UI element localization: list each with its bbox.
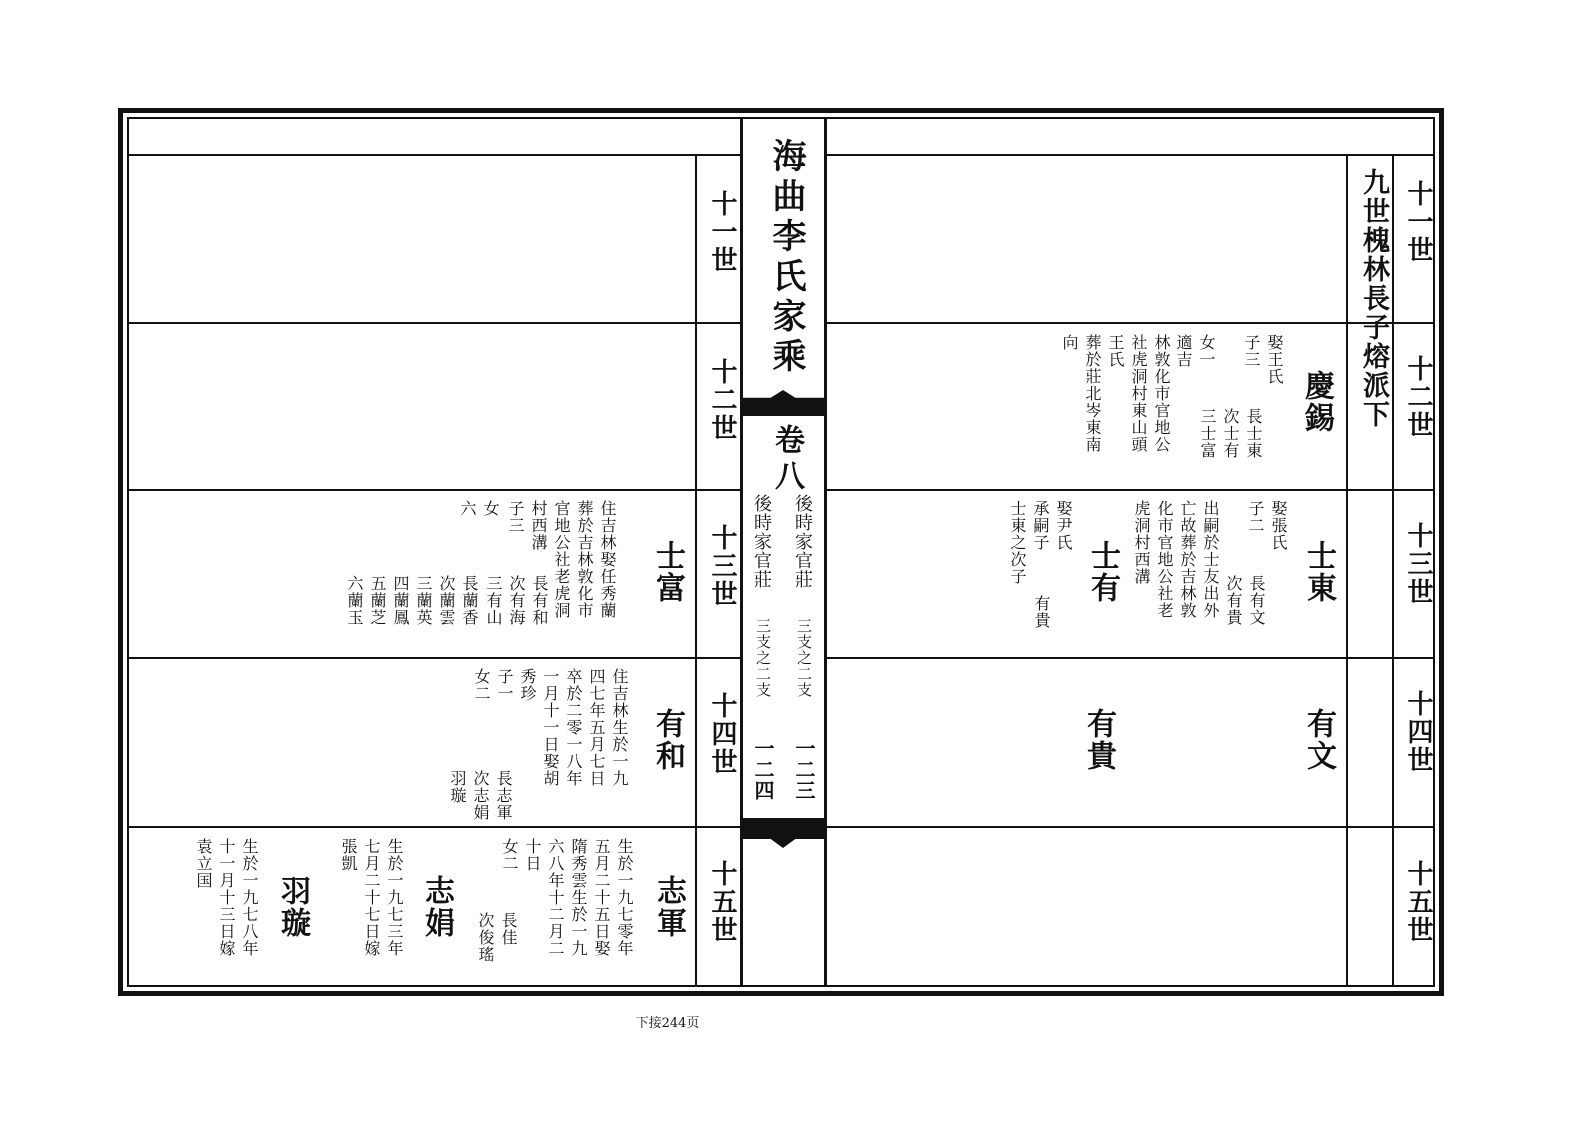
left-page-number: 一二四 xyxy=(751,738,775,801)
left-row-rule xyxy=(128,657,740,659)
person-bio-zhijuan: 生於一九七三年 七月二十七日嫁 張凱 xyxy=(339,838,404,957)
person-name-shiyou: 士有 xyxy=(1085,540,1120,604)
gen-label-15-left: 十五世 xyxy=(707,860,737,944)
children-list-zhijun: 長佳 次俊瑤 xyxy=(476,912,518,963)
person-bio-youhe: 住吉林生於一九 四七年五月七日 卒於二零一八年 一月十一日娶胡 秀珍 子一 女二 xyxy=(472,668,629,787)
left-page-place: 後時家官莊 xyxy=(751,494,772,589)
note-shidong: 出嗣於士友出外 亡故葬於吉林敦 化市官地公社老 虎洞村西溝 xyxy=(1132,500,1220,619)
book-title: 海曲李氏家乘 xyxy=(766,138,806,378)
gen-label-15-right: 十五世 xyxy=(1403,860,1433,944)
children-list-youhe: 長志軍 次志娟 羽璇 xyxy=(448,770,513,821)
right-row-rule xyxy=(826,657,1434,659)
gen-label-14-right: 十四世 xyxy=(1403,690,1433,774)
person-bio-shiyou: 娶尹氏 承嗣子 士東之次子 xyxy=(1008,500,1073,585)
gen-label-11-right: 十一世 xyxy=(1403,180,1433,264)
person-name-youwen: 有文 xyxy=(1301,708,1336,772)
person-name-qingxi: 慶錫 xyxy=(1299,370,1334,434)
daughters-label-shifu: 女 六 xyxy=(458,500,500,517)
gen-label-12-left: 十二世 xyxy=(707,358,737,442)
person-bio-shidong: 娶張氏 子二 xyxy=(1246,500,1288,551)
daughter-qingxi: 女一 適吉 xyxy=(1174,334,1216,368)
left-row-rule xyxy=(128,322,740,324)
person-bio-yuxuan: 生於一九七八年 十一月十三日嫁 袁立国 xyxy=(194,838,259,957)
right-page-number: 一二三 xyxy=(792,738,816,801)
gen-label-13-right: 十三世 xyxy=(1403,522,1433,606)
gen-label-14-left: 十四世 xyxy=(707,692,737,776)
person-name-yuxuan: 羽璇 xyxy=(275,875,310,939)
sons-list-shiyou: 有貴 xyxy=(1032,595,1051,629)
volume-label: 卷八 xyxy=(769,424,804,496)
gen-label-11-left: 十一世 xyxy=(707,190,737,274)
left-gen-column-rule xyxy=(695,154,697,987)
person-name-zhijun: 志軍 xyxy=(651,875,686,939)
spine-right-rule xyxy=(824,117,827,987)
daughters-list-shifu: 長蘭香 次蘭雲 三蘭英 四蘭鳳 五蘭芝 六蘭玉 xyxy=(345,575,479,626)
left-row-rule xyxy=(128,826,740,828)
right-row-rule xyxy=(826,489,1434,491)
sons-list-shifu: 長有和 次有海 三有山 xyxy=(484,575,549,626)
person-bio-shifu: 住吉林娶任秀蘭 葬於吉林敦化市 官地公社老虎洞 村西溝 子三 xyxy=(506,500,617,619)
person-name-shidong: 士東 xyxy=(1301,540,1336,604)
gen-label-12-right: 十二世 xyxy=(1403,355,1433,439)
person-name-youhe: 有和 xyxy=(650,708,685,772)
person-name-zhijuan: 志娟 xyxy=(419,875,454,939)
page-footer: 下接244页 xyxy=(635,1016,700,1031)
right-page-place: 後時家官莊 xyxy=(792,494,813,589)
sons-list-shidong: 長有文 次有貴 xyxy=(1224,575,1266,626)
right-header-rule xyxy=(826,154,1434,156)
burial-qingxi: 林敦化市官地公 社虎洞村東山頭 王氏 葬於莊北岑東南 向 xyxy=(1060,334,1171,453)
right-row-rule xyxy=(826,826,1434,828)
person-name-yougui: 有貴 xyxy=(1081,708,1116,772)
right-row-rule xyxy=(826,322,1434,324)
gen-label-13-left: 十三世 xyxy=(707,524,737,608)
left-page-branch: 三支之二支 xyxy=(754,618,772,698)
sons-list-qingxi: 長士東 次士有 三士富 xyxy=(1198,408,1263,459)
person-bio-qingxi: 娶王氏 子三 xyxy=(1242,334,1284,385)
left-header-rule xyxy=(128,154,740,156)
lineage-header: 九世槐林長子熔派下 xyxy=(1358,168,1389,429)
right-page-branch: 三支之二支 xyxy=(795,618,813,698)
lineage-column-rule xyxy=(1346,154,1348,987)
person-name-shifu: 士富 xyxy=(650,540,685,604)
person-bio-zhijun: 生於一九七零年 五月二十五日娶 隋秀雲生於一九 六八年十二月二 十日 女二 xyxy=(500,838,634,957)
left-row-rule xyxy=(128,489,740,491)
